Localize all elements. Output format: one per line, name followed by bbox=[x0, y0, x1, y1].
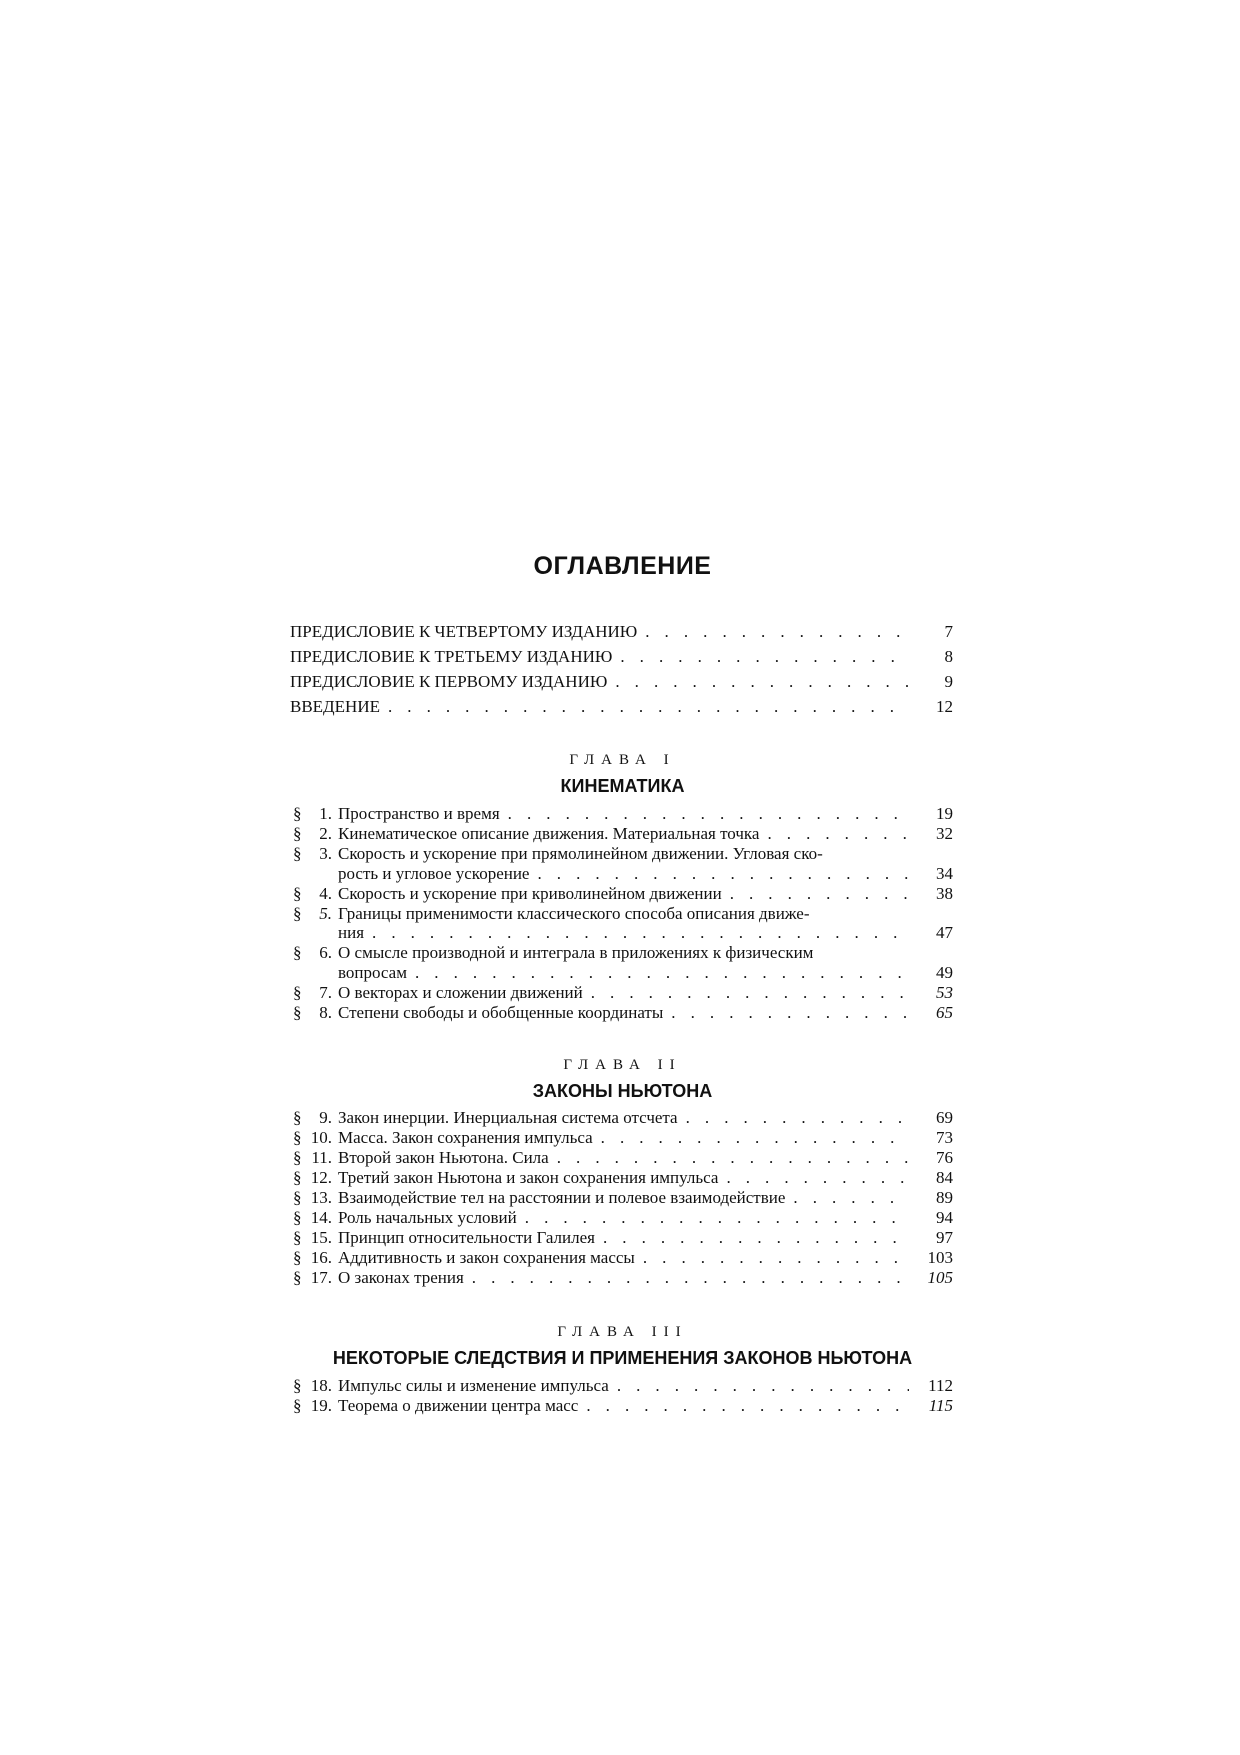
entry-text: Границы применимости классического способа описания движе- bbox=[338, 904, 810, 923]
section-number: 2. bbox=[319, 824, 332, 843]
entry-text: ВВЕДЕНИЕ bbox=[290, 697, 380, 716]
section-number: 17. bbox=[310, 1268, 332, 1287]
leader-dots bbox=[472, 1268, 909, 1288]
section-number: 19. bbox=[310, 1396, 332, 1415]
section-mark: § bbox=[293, 1148, 302, 1167]
page-number: 38 bbox=[936, 884, 953, 903]
entry-text: Роль начальных условий bbox=[338, 1208, 517, 1227]
section-mark: § bbox=[293, 1128, 302, 1147]
page-number: 112 bbox=[928, 1376, 953, 1395]
entry-text: Масса. Закон сохранения импульса bbox=[338, 1128, 593, 1147]
leader-dots bbox=[557, 1148, 909, 1168]
toc-entry[interactable] bbox=[290, 884, 955, 904]
entry-text: Второй закон Ньютона. Сила bbox=[338, 1148, 549, 1167]
leader-dots bbox=[372, 923, 909, 943]
leader-dots bbox=[730, 884, 909, 904]
leader-dots bbox=[586, 1396, 909, 1416]
section-number: 8. bbox=[319, 1003, 332, 1022]
section-mark: § bbox=[293, 804, 302, 823]
entry-text: Степени свободы и обобщенные координаты bbox=[338, 1003, 664, 1022]
toc-entry[interactable] bbox=[290, 1248, 955, 1268]
entry-text-continued: вопросам bbox=[338, 963, 407, 982]
section-mark: § bbox=[293, 1248, 302, 1267]
section-number: 6. bbox=[319, 943, 332, 962]
entry-text: Скорость и ускорение при криволинейном движении bbox=[338, 884, 722, 903]
entry-text: ПРЕДИСЛОВИЕ К ПЕРВОМУ ИЗДАНИЮ bbox=[290, 672, 608, 691]
section-mark: § bbox=[293, 1396, 302, 1415]
section-number: 1. bbox=[319, 804, 332, 823]
leader-dots bbox=[603, 1228, 909, 1248]
section-number: 18. bbox=[310, 1376, 332, 1395]
page-number: 12 bbox=[936, 697, 953, 716]
toc-entry[interactable] bbox=[290, 943, 955, 963]
leader-dots bbox=[671, 1003, 909, 1023]
section-number: 14. bbox=[310, 1208, 332, 1227]
page-number: 103 bbox=[927, 1248, 953, 1267]
entry-text-continued: рость и угловое ускорение bbox=[338, 864, 530, 883]
toc-entry-continuation[interactable] bbox=[290, 963, 955, 983]
toc-entry[interactable] bbox=[290, 1228, 955, 1248]
leader-dots bbox=[726, 1168, 909, 1188]
front-entry[interactable] bbox=[290, 672, 955, 692]
toc-entry[interactable] bbox=[290, 1208, 955, 1228]
page-number: 47 bbox=[936, 923, 953, 942]
section-number: 13. bbox=[310, 1188, 332, 1207]
page-number: 49 bbox=[936, 963, 953, 982]
section-number: 7. bbox=[319, 983, 332, 1002]
entry-text: О смысле производной и интеграла в приложениях к физическим bbox=[338, 943, 814, 962]
section-mark: § bbox=[293, 1376, 302, 1395]
section-number: 15. bbox=[310, 1228, 332, 1247]
chapter-label: ГЛАВА I bbox=[569, 752, 676, 768]
toc-entry[interactable] bbox=[290, 1268, 955, 1288]
entry-text: Принцип относительности Галилея bbox=[338, 1228, 595, 1247]
chapter-title: КИНЕМАТИКА bbox=[560, 776, 685, 796]
entry-text: Аддитивность и закон сохранения массы bbox=[338, 1248, 635, 1267]
toc-entry[interactable] bbox=[290, 824, 955, 844]
section-mark: § bbox=[293, 1228, 302, 1247]
section-number: 3. bbox=[319, 844, 332, 863]
page-number: 34 bbox=[936, 864, 953, 883]
page-number: 53 bbox=[936, 983, 953, 1002]
toc-entry-continuation[interactable] bbox=[290, 923, 955, 943]
entry-text: Взаимодействие тел на расстоянии и полевое взаимодействие bbox=[338, 1188, 786, 1207]
front-entry[interactable] bbox=[290, 622, 955, 642]
page-number: 94 bbox=[936, 1208, 953, 1227]
front-entry[interactable] bbox=[290, 697, 955, 717]
entry-text: Скорость и ускорение при прямолинейном движении. Угловая ско- bbox=[338, 844, 823, 863]
section-mark: § bbox=[293, 943, 302, 962]
entry-text: Кинематическое описание движения. Материальная точка bbox=[338, 824, 760, 843]
leader-dots bbox=[645, 622, 909, 642]
leader-dots bbox=[617, 1376, 909, 1396]
toc-entry[interactable] bbox=[290, 1376, 955, 1396]
toc-entry-continuation[interactable] bbox=[290, 864, 955, 884]
page-number: 7 bbox=[944, 622, 953, 641]
leader-dots bbox=[508, 804, 909, 824]
section-number: 5. bbox=[319, 904, 332, 923]
section-mark: § bbox=[293, 904, 302, 923]
leader-dots bbox=[793, 1188, 909, 1208]
toc-entry[interactable] bbox=[290, 1108, 955, 1128]
section-number: 10. bbox=[310, 1128, 332, 1147]
page-number: 73 bbox=[936, 1128, 953, 1147]
toc-heading: ОГЛАВЛЕНИЕ bbox=[533, 552, 712, 580]
entry-text: Импульс силы и изменение импульса bbox=[338, 1376, 609, 1395]
section-mark: § bbox=[293, 884, 302, 903]
leader-dots bbox=[525, 1208, 909, 1228]
leader-dots bbox=[601, 1128, 909, 1148]
leader-dots bbox=[620, 647, 909, 667]
entry-text-continued: ния bbox=[338, 923, 365, 942]
leader-dots bbox=[615, 672, 909, 692]
entry-text: ПРЕДИСЛОВИЕ К ЧЕТВЕРТОМУ ИЗДАНИЮ bbox=[290, 622, 638, 641]
page-number: 115 bbox=[928, 1396, 953, 1415]
page-number: 32 bbox=[936, 824, 953, 843]
chapter-label: ГЛАВА III bbox=[557, 1324, 688, 1340]
page-number: 76 bbox=[936, 1148, 953, 1167]
section-mark: § bbox=[293, 1003, 302, 1022]
page-number: 69 bbox=[936, 1108, 953, 1127]
page-number: 19 bbox=[936, 804, 953, 823]
toc-entry[interactable] bbox=[290, 983, 955, 1003]
page-number: 8 bbox=[944, 647, 953, 666]
toc-entry[interactable] bbox=[290, 1188, 955, 1208]
leader-dots bbox=[415, 963, 909, 983]
toc-entry[interactable] bbox=[290, 1003, 955, 1023]
section-number: 9. bbox=[319, 1108, 332, 1127]
section-mark: § bbox=[293, 983, 302, 1002]
section-number: 12. bbox=[310, 1168, 332, 1187]
toc-entry[interactable] bbox=[290, 844, 955, 864]
chapter-label: ГЛАВА II bbox=[563, 1057, 682, 1073]
page-number: 89 bbox=[936, 1188, 953, 1207]
toc-entry[interactable] bbox=[290, 1148, 955, 1168]
section-mark: § bbox=[293, 1208, 302, 1227]
section-mark: § bbox=[293, 844, 302, 863]
page-number: 65 bbox=[936, 1003, 953, 1022]
toc-entry[interactable] bbox=[290, 1168, 955, 1188]
page-number: 84 bbox=[936, 1168, 953, 1187]
entry-text: Закон инерции. Инерциальная система отсчета bbox=[338, 1108, 678, 1127]
section-mark: § bbox=[293, 1168, 302, 1187]
entry-text: Теорема о движении центра масс bbox=[338, 1396, 579, 1415]
leader-dots bbox=[591, 983, 909, 1003]
section-number: 4. bbox=[319, 884, 332, 903]
section-number: 16. bbox=[310, 1248, 332, 1267]
toc-entry[interactable] bbox=[290, 1396, 955, 1416]
section-mark: § bbox=[293, 1268, 302, 1287]
chapter-title: НЕКОТОРЫЕ СЛЕДСТВИЯ И ПРИМЕНЕНИЯ ЗАКОНОВ НЬЮТОНА bbox=[332, 1348, 913, 1368]
entry-text: Пространство и время bbox=[338, 804, 500, 823]
leader-dots bbox=[686, 1108, 909, 1128]
page-number: 97 bbox=[936, 1228, 953, 1247]
leader-dots bbox=[388, 697, 909, 717]
page-number: 9 bbox=[944, 672, 953, 691]
toc-entry[interactable] bbox=[290, 804, 955, 824]
entry-text: О векторах и сложении движений bbox=[338, 983, 583, 1002]
page-number: 105 bbox=[927, 1268, 953, 1287]
section-mark: § bbox=[293, 824, 302, 843]
section-number: 11. bbox=[311, 1148, 332, 1167]
toc-entry[interactable] bbox=[290, 904, 955, 924]
chapter-title: ЗАКОНЫ НЬЮТОНА bbox=[532, 1081, 713, 1101]
entry-text: О законах трения bbox=[338, 1268, 464, 1287]
leader-dots bbox=[767, 824, 909, 844]
entry-text: ПРЕДИСЛОВИЕ К ТРЕТЬЕМУ ИЗДАНИЮ bbox=[290, 647, 613, 666]
section-mark: § bbox=[293, 1188, 302, 1207]
front-entry[interactable] bbox=[290, 647, 955, 667]
section-mark: § bbox=[293, 1108, 302, 1127]
entry-text: Третий закон Ньютона и закон сохранения импульса bbox=[338, 1168, 719, 1187]
leader-dots bbox=[537, 864, 909, 884]
leader-dots bbox=[643, 1248, 909, 1268]
toc-entry[interactable] bbox=[290, 1128, 955, 1148]
